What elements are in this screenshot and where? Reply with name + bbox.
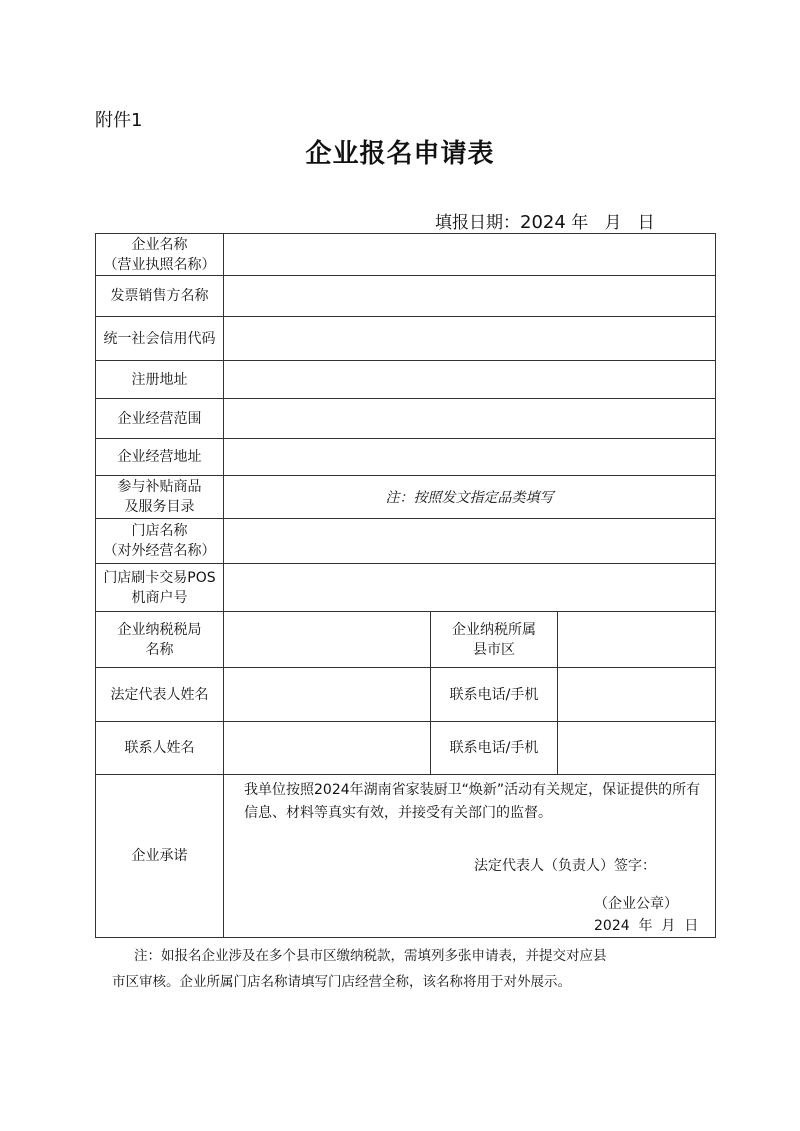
- store-name-label-line1: 门店名称: [131, 523, 188, 539]
- promise-text: 我单位按照2024年湖南省家装厨卫“焕新”活动有关规定，保证提供的所有信息、材料等真实有效，并接受有关部门的监督。: [244, 782, 701, 821]
- row-credit-code: [96, 317, 716, 361]
- row-invoice-seller: [96, 276, 716, 317]
- subsidy-catalog-label-line2: 及服务目录: [124, 499, 195, 515]
- attachment-label: 附件1: [95, 110, 143, 131]
- row-company-name: [96, 234, 716, 276]
- business-address-field[interactable]: [224, 439, 716, 476]
- pos-merchant-label: [96, 564, 224, 612]
- row-contact: [96, 722, 716, 775]
- tax-county-field[interactable]: [558, 612, 716, 668]
- row-promise: [96, 775, 716, 938]
- row-tax: [96, 612, 716, 668]
- tax-county-label-line2: 县市区: [473, 641, 515, 658]
- legal-rep-phone-field[interactable]: [558, 668, 716, 722]
- tax-bureau-label: [96, 612, 224, 668]
- fill-date-month-unit: 月: [604, 213, 622, 233]
- promise-content: [224, 775, 716, 938]
- pos-merchant-field[interactable]: [224, 564, 716, 612]
- invoice-seller-label: 发票销售方名称: [96, 276, 224, 317]
- contact-phone-label: 联系电话/手机: [431, 722, 558, 775]
- subsidy-catalog-label-line1: 参与补贴商品: [117, 479, 202, 495]
- footnote: [112, 943, 712, 995]
- page-title: 企业报名申请表: [305, 139, 495, 169]
- row-subsidy-catalog: [96, 476, 716, 519]
- credit-code-field[interactable]: [224, 317, 716, 361]
- application-form-table: [95, 233, 716, 938]
- fill-date-year-unit: 年: [571, 213, 589, 233]
- store-name-label: [96, 519, 224, 564]
- business-scope-field[interactable]: [224, 399, 716, 439]
- store-name-label-line2: （对外经营名称）: [103, 543, 216, 559]
- contact-phone-field[interactable]: [558, 722, 716, 775]
- promise-date: 2024 年 月 日: [594, 918, 699, 934]
- row-pos-merchant: [96, 564, 716, 612]
- legal-rep-name-label: 法定代表人姓名: [96, 668, 224, 722]
- tax-county-label-line1: 企业纳税所属: [452, 621, 536, 638]
- fill-date-day-unit: 日: [637, 213, 655, 233]
- contact-name-field[interactable]: [224, 722, 431, 775]
- pos-merchant-label-line2: 机商户号: [131, 589, 188, 606]
- tax-bureau-label-line1: 企业纳税税局: [117, 621, 202, 638]
- tax-bureau-label-line2: 名称: [145, 641, 174, 658]
- signature-label: 法定代表人（负责人）签字：: [474, 858, 656, 874]
- pos-merchant-label-line1: 门店刷卡交易POS: [103, 569, 216, 586]
- row-store-name: [96, 519, 716, 564]
- row-business-scope: [96, 399, 716, 439]
- fill-date-line: [435, 208, 655, 233]
- contact-name-label: 联系人姓名: [96, 722, 224, 775]
- company-name-label: [96, 234, 224, 276]
- fill-date-year: 2024: [520, 212, 566, 233]
- promise-label: 企业承诺: [96, 775, 224, 938]
- invoice-seller-field[interactable]: [224, 276, 716, 317]
- store-name-field[interactable]: [224, 519, 716, 564]
- company-seal-label: （企业公章）: [594, 896, 678, 912]
- registered-address-field[interactable]: [224, 361, 716, 399]
- company-name-label-line1: 企业名称: [131, 236, 188, 253]
- row-business-address: [96, 439, 716, 476]
- legal-rep-name-field[interactable]: [224, 668, 431, 722]
- subsidy-catalog-field[interactable]: 注：按照发文指定品类填写: [224, 476, 716, 519]
- footnote-line2: 市区审核。企业所属门店名称请填写门店经营全称，该名称将用于对外展示。: [112, 974, 571, 990]
- tax-bureau-field[interactable]: [224, 612, 431, 668]
- credit-code-label: 统一社会信用代码: [96, 317, 224, 361]
- row-registered-address: [96, 361, 716, 399]
- business-scope-label: 企业经营范围: [96, 399, 224, 439]
- fill-date-label: 填报日期：: [435, 213, 520, 233]
- row-legal-rep: [96, 668, 716, 722]
- tax-county-label: [431, 612, 558, 668]
- subsidy-catalog-label: [96, 476, 224, 519]
- company-name-field[interactable]: [224, 234, 716, 276]
- legal-rep-phone-label: 联系电话/手机: [431, 668, 558, 722]
- footnote-line1: 注：如报名企业涉及在多个县市区缴纳税款，需填列多张申请表，并提交对应县: [134, 948, 607, 964]
- registered-address-label: 注册地址: [96, 361, 224, 399]
- company-name-label-line2: （营业执照名称）: [103, 256, 216, 273]
- business-address-label: 企业经营地址: [96, 439, 224, 476]
